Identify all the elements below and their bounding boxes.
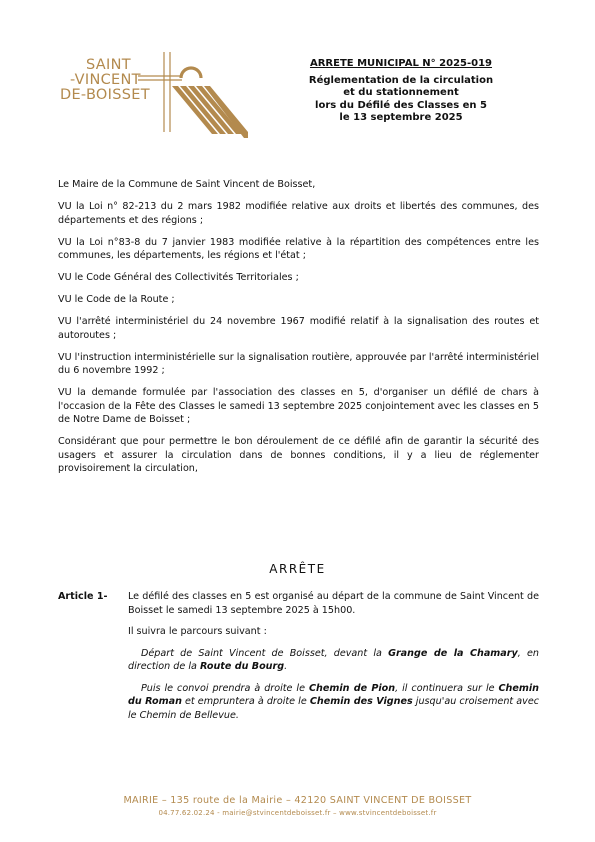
article-1 xyxy=(58,590,539,730)
route-start-paragraph: Départ de Saint Vincent de Boisset, devant la Grange de la Chamary, en direction de la Route du Bourg. xyxy=(128,647,539,672)
preamble xyxy=(58,178,539,484)
preamble-paragraph: VU la Loi n° 82-213 du 2 mars 1982 modifiée relative aux droits et libertés des communes, des départements et des régions ; xyxy=(58,201,539,226)
article-paragraph: Il suivra le parcours suivant : xyxy=(128,626,267,637)
footer-contact: 04.77.62.02.24 - mairie@stvincentdeboisset.fr – www.stvincentdeboisset.fr xyxy=(158,809,437,817)
decree-reference: ARRETE MUNICIPAL N° 2025-019 xyxy=(309,58,493,69)
preamble-paragraph: VU la demande formulée par l'association des classes en 5, d'organiser un défilé de chars à l'occasion de la Fête des Classes le samedi 13 septembre 2025 conjointement avec les classes en 5 de Notre Dame de Boisset ; xyxy=(58,387,539,425)
preamble-paragraph: VU l'instruction interministérielle sur la signalisation routière, approuvée par l'arrêté interministériel du 6 novembre 1992 ; xyxy=(58,351,539,376)
footer-address: MAIRIE – 135 route de la Mairie – 42120 SAINT VINCENT DE BOISSET xyxy=(123,795,472,806)
decree-title-line: Réglementation de la circulation xyxy=(308,74,494,86)
preamble-paragraph: VU le Code de la Route ; xyxy=(58,294,175,305)
place-name: Chemin des Vignes xyxy=(309,696,413,707)
place-name: Route du Bourg xyxy=(199,661,285,672)
decree-title-line: le 13 septembre 2025 xyxy=(339,112,463,123)
place-name: Chemin de Pion xyxy=(308,682,396,694)
logo-emblem xyxy=(60,52,250,138)
preamble-paragraph: VU l'arrêté interministériel du 24 novembre 1967 modifié relatif à la signalisation des routes et autoroutes ; xyxy=(58,316,539,341)
decree-title-line: lors du Défilé des Classes en 5 xyxy=(315,99,487,111)
article-paragraph: Le défilé des classes en 5 est organisé au départ de la commune de Saint Vincent de Boisset le samedi 13 septembre 2025 à 15h00. xyxy=(128,591,539,616)
decree-header xyxy=(278,58,524,125)
decree-title-line: et du stationnement xyxy=(343,87,459,98)
logo-wordmark: SAINT -VINCENT DE-BOISSET xyxy=(60,57,150,103)
arrete-heading: ARRÊTE xyxy=(269,562,326,576)
place-name: Chemin du Roman xyxy=(128,682,539,707)
page-footer xyxy=(0,795,595,817)
commune-logo xyxy=(60,52,250,138)
preamble-paragraph: VU le Code Général des Collectivités Territoriales ; xyxy=(58,272,299,283)
article-body xyxy=(128,590,539,722)
preamble-paragraph: VU la Loi n°83-8 du 7 janvier 1983 modifiée relative à la répartition des compétences entre les communes, les départements, les régions et l'état ; xyxy=(58,236,539,261)
place-name: Grange de la Chamary xyxy=(388,647,518,659)
preamble-paragraph: Considérant que pour permettre le bon déroulement de ce défilé afin de garantir la sécurité des usagers et assurer la circulation dans de bonnes conditions, il y a lieu de réglementer provisoirement la circulation, xyxy=(58,436,539,474)
preamble-paragraph: Le Maire de la Commune de Saint Vincent de Boisset, xyxy=(58,179,316,190)
route-continuation-paragraph: Puis le convoi prendra à droite le Chemin de Pion, il continuera sur le Chemin du Roman et empruntera à droite le Chemin des Vignes jusqu'au croisement avec le Chemin de Bellevue. xyxy=(128,682,540,721)
article-label: Article 1- xyxy=(58,591,108,602)
